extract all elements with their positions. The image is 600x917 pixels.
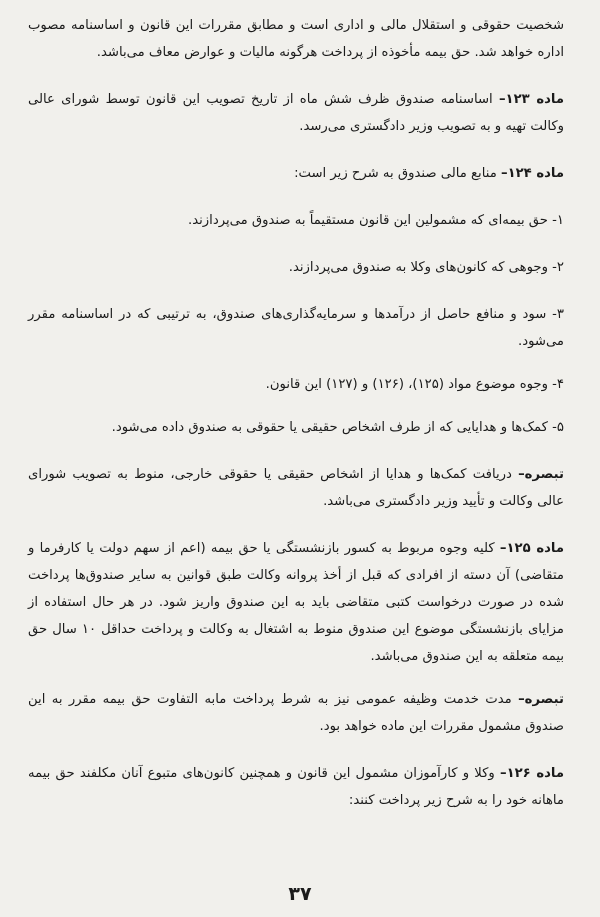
list-item-text: ۳- سود و منافع حاصل از درآمدها و سرمایه‌گذاری‌های صندوق، به ترتیبی که در اساسنامه مقرر می‌شود. (28, 307, 564, 349)
note-text: مدت خدمت وظیفه عمومی نیز به شرط پرداخت مابه التفاوت حق بیمه مقرر به این صندوق مشمول مقررات این ماده خواهد بود. (28, 692, 564, 734)
article-124 (28, 160, 564, 187)
list-item-text: ۴- وجوه موضوع مواد (۱۲۵)، (۱۲۶) و (۱۲۷) این قانون. (265, 377, 564, 392)
article-heading: ماده ۱۲۶– (499, 766, 564, 781)
article-text: کلیه وجوه مربوط به کسور بازنشستگی یا حق بیمه (اعم از سهم دولت یا کارفرما و متقاضی) آن دسته از افرادی که قبل از أخذ پروانه وکالت طبق قوانین به سایر صندوق‌ها پرداخت شده در صورت درخواست کتبی متقاضی باید به این صندوق واریز شود. در هر حال استفاده از مزایای بازنشستگی موضوع این صندوق منوط به اشتغال به وکالت و پرداخت حداقل ۱۰ سال حق بیمه متعلقه به این صندوق می‌باشد. (28, 541, 564, 664)
list-item-5 (28, 414, 564, 441)
note-2 (28, 686, 564, 740)
article-heading: ماده ۱۲۳– (498, 92, 565, 107)
note-heading: تبصره– (518, 467, 564, 482)
article-123 (28, 86, 564, 140)
list-item-text: ۱- حق بیمه‌ای که مشمولین این قانون مستقیماً به صندوق می‌پردازند. (188, 213, 564, 228)
article-text: اساسنامه صندوق ظرف شش ماه از تاریخ تصویب این قانون توسط شورای عالی وکالت تهیه و به تصویب وزیر دادگستری می‌رسد. (28, 92, 564, 134)
paragraph-text: شخصیت حقوقی و استقلال مالی و اداری است و مطابق مقررات این قانون و اساسنامه مصوب اداره خواهد شد. حق بیمه مأخوذه از پرداخت هرگونه مالیات و عوارض معاف می‌باشد. (28, 18, 564, 60)
article-heading: ماده ۱۲۵– (499, 541, 564, 556)
article-heading: ماده ۱۲۴– (500, 166, 564, 181)
list-item-text: ۲- وجوهی که کانون‌های وکلا به صندوق می‌پردازند. (288, 260, 564, 275)
note-heading: تبصره– (518, 692, 564, 707)
list-item-3 (28, 301, 564, 355)
note-text: دریافت کمک‌ها و هدایا از اشخاص حقیقی یا حقوقی خارجی، منوط به تصویب شورای عالی وکالت و تأیید وزیر دادگستری می‌باشد. (28, 467, 564, 509)
article-125 (28, 535, 564, 670)
list-item-4 (28, 371, 564, 398)
list-item-2 (28, 254, 564, 281)
note-1 (28, 461, 564, 515)
article-text: منابع مالی صندوق به شرح زیر است: (294, 166, 501, 181)
article-text: وکلا و کارآموزان مشمول این قانون و همچنین کانون‌های متبوع آنان مکلفند حق بیمه ماهانه خود را به شرح زیر پرداخت کنند: (28, 766, 564, 808)
article-126 (28, 760, 564, 814)
list-item-1 (28, 207, 564, 234)
paragraph-intro (28, 12, 564, 66)
page-number: ۳۷ (288, 883, 312, 905)
list-item-text: ۵- کمک‌ها و هدایایی که از طرف اشخاص حقیقی یا حقوقی به صندوق داده می‌شود. (111, 420, 564, 435)
